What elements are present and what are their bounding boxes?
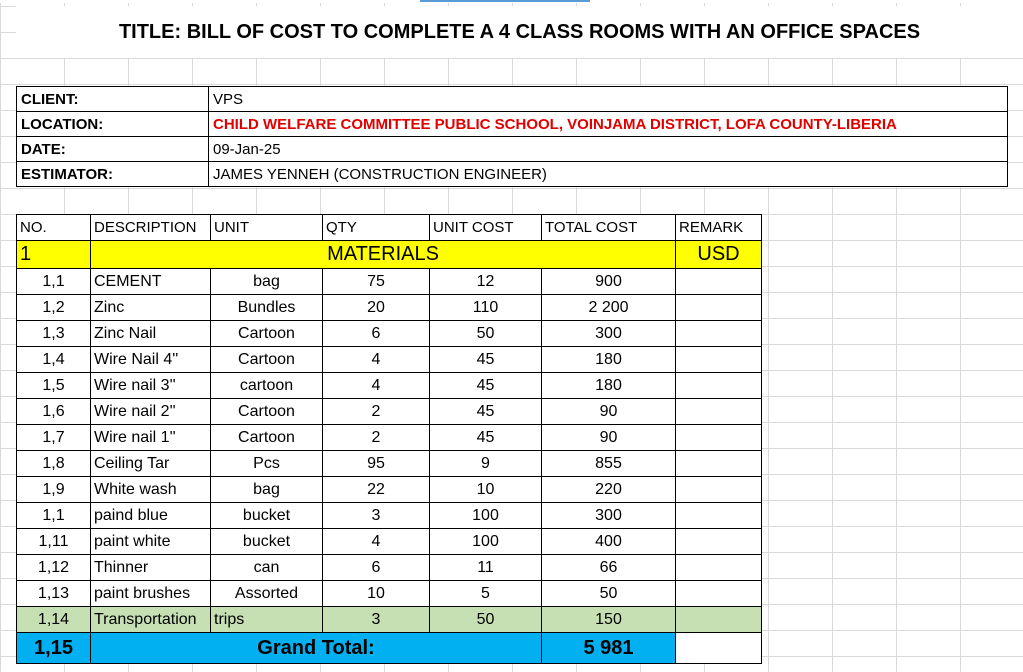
item-remark[interactable] [676, 321, 762, 347]
item-no[interactable]: 1,2 [17, 295, 91, 321]
transport-unit[interactable]: trips [211, 607, 323, 633]
selection-mark [420, 0, 590, 2]
item-total-cost[interactable]: 400 [542, 529, 676, 555]
item-description[interactable]: Wire nail 3'' [91, 373, 211, 399]
section-row [17, 241, 762, 269]
item-unit[interactable]: cartoon [211, 373, 323, 399]
top-strip [0, 0, 1023, 3]
item-description[interactable]: paint white [91, 529, 211, 555]
item-unit-cost[interactable]: 12 [430, 269, 542, 295]
table-row [17, 555, 762, 581]
estimator-row [17, 162, 1008, 187]
item-qty[interactable]: 75 [323, 269, 430, 295]
item-total-cost[interactable]: 90 [542, 425, 676, 451]
bill-table [16, 214, 762, 664]
item-description[interactable]: Zinc [91, 295, 211, 321]
item-no[interactable]: 1,4 [17, 347, 91, 373]
item-qty[interactable]: 4 [323, 347, 430, 373]
item-no[interactable]: 1,7 [17, 425, 91, 451]
item-no[interactable]: 1,8 [17, 451, 91, 477]
table-row [17, 295, 762, 321]
item-unit-cost[interactable]: 100 [430, 503, 542, 529]
grand-total-value[interactable]: 5 981 [542, 633, 676, 664]
client-label[interactable]: CLIENT: [17, 87, 209, 112]
item-qty[interactable]: 3 [323, 503, 430, 529]
item-description[interactable]: Thinner [91, 555, 211, 581]
item-total-cost[interactable]: 855 [542, 451, 676, 477]
section-currency[interactable]: USD [676, 241, 762, 269]
item-unit[interactable]: Cartoon [211, 399, 323, 425]
items-body [17, 269, 762, 607]
date-row [17, 137, 1008, 162]
item-no[interactable]: 1,12 [17, 555, 91, 581]
item-unit-cost[interactable]: 10 [430, 477, 542, 503]
client-row [17, 87, 1008, 112]
location-value[interactable]: CHILD WELFARE COMMITTEE PUBLIC SCHOOL, VOINJAMA DISTRICT, LOFA COUNTY-LIBERIA [209, 112, 1008, 137]
item-qty[interactable]: 4 [323, 373, 430, 399]
item-remark[interactable] [676, 477, 762, 503]
item-unit-cost[interactable]: 9 [430, 451, 542, 477]
item-total-cost[interactable]: 220 [542, 477, 676, 503]
header-description[interactable]: DESCRIPTION [91, 215, 211, 241]
item-qty[interactable]: 2 [323, 425, 430, 451]
item-description[interactable]: CEMENT [91, 269, 211, 295]
item-total-cost[interactable]: 180 [542, 347, 676, 373]
item-total-cost[interactable]: 66 [542, 555, 676, 581]
header-row [17, 215, 762, 241]
item-unit-cost[interactable]: 11 [430, 555, 542, 581]
item-unit[interactable]: Cartoon [211, 347, 323, 373]
table-row [17, 321, 762, 347]
section-name[interactable]: MATERIALS [91, 241, 676, 269]
table-row [17, 581, 762, 607]
item-remark[interactable] [676, 581, 762, 607]
item-unit[interactable]: Cartoon [211, 321, 323, 347]
date-value[interactable]: 09-Jan-25 [209, 137, 1008, 162]
table-row [17, 269, 762, 295]
item-unit-cost[interactable]: 45 [430, 373, 542, 399]
item-unit[interactable]: Pcs [211, 451, 323, 477]
item-qty[interactable]: 6 [323, 555, 430, 581]
item-no[interactable]: 1,13 [17, 581, 91, 607]
header-unit-cost[interactable]: UNIT COST [430, 215, 542, 241]
item-unit-cost[interactable]: 45 [430, 425, 542, 451]
table-row [17, 503, 762, 529]
grand-total-no[interactable]: 1,15 [17, 633, 91, 664]
item-no[interactable]: 1,3 [17, 321, 91, 347]
item-description[interactable]: Wire nail 2'' [91, 399, 211, 425]
item-qty[interactable]: 2 [323, 399, 430, 425]
item-unit-cost[interactable]: 45 [430, 399, 542, 425]
item-qty[interactable]: 6 [323, 321, 430, 347]
item-unit-cost[interactable]: 5 [430, 581, 542, 607]
table-row [17, 529, 762, 555]
transport-unit-cost[interactable]: 50 [430, 607, 542, 633]
date-label[interactable]: DATE: [17, 137, 209, 162]
item-qty[interactable]: 20 [323, 295, 430, 321]
item-description[interactable]: Zinc Nail [91, 321, 211, 347]
header-remark[interactable]: REMARK [676, 215, 762, 241]
table-row [17, 451, 762, 477]
estimator-value[interactable]: JAMES YENNEH (CONSTRUCTION ENGINEER) [209, 162, 1008, 187]
table-row [17, 477, 762, 503]
item-remark[interactable] [676, 347, 762, 373]
item-no[interactable]: 1,9 [17, 477, 91, 503]
transport-row [17, 607, 762, 633]
item-remark[interactable] [676, 399, 762, 425]
item-no[interactable]: 1,5 [17, 373, 91, 399]
header-no[interactable]: NO. [17, 215, 91, 241]
item-no[interactable]: 1,1 [17, 269, 91, 295]
item-remark[interactable] [676, 295, 762, 321]
item-qty[interactable]: 22 [323, 477, 430, 503]
item-unit-cost[interactable]: 50 [430, 321, 542, 347]
location-label[interactable]: LOCATION: [17, 112, 209, 137]
item-unit-cost[interactable]: 100 [430, 529, 542, 555]
item-unit[interactable]: bucket [211, 529, 323, 555]
table-row [17, 373, 762, 399]
grand-total-label[interactable]: Grand Total: [91, 633, 542, 664]
item-description[interactable]: Wire Nail 4'' [91, 347, 211, 373]
item-total-cost[interactable]: 2 200 [542, 295, 676, 321]
info-table [16, 86, 1008, 187]
item-unit[interactable]: can [211, 555, 323, 581]
item-description[interactable]: paind blue [91, 503, 211, 529]
transport-remark[interactable] [676, 607, 762, 633]
item-unit[interactable]: Cartoon [211, 425, 323, 451]
grand-total-row [17, 633, 762, 664]
transport-total-cost[interactable]: 150 [542, 607, 676, 633]
item-qty[interactable]: 10 [323, 581, 430, 607]
item-description[interactable]: paint brushes [91, 581, 211, 607]
item-no[interactable]: 1,6 [17, 399, 91, 425]
section-no[interactable]: 1 [17, 241, 91, 269]
item-unit[interactable]: bag [211, 269, 323, 295]
item-description[interactable]: Wire nail 1'' [91, 425, 211, 451]
item-remark[interactable] [676, 269, 762, 295]
transport-qty[interactable]: 3 [323, 607, 430, 633]
item-no[interactable]: 1,11 [17, 529, 91, 555]
transport-no[interactable]: 1,14 [17, 607, 91, 633]
table-row [17, 347, 762, 373]
item-unit[interactable]: bag [211, 477, 323, 503]
item-no[interactable]: 1,1 [17, 503, 91, 529]
item-total-cost[interactable]: 900 [542, 269, 676, 295]
item-remark[interactable] [676, 529, 762, 555]
item-total-cost[interactable]: 300 [542, 321, 676, 347]
item-qty[interactable]: 4 [323, 529, 430, 555]
item-qty[interactable]: 95 [323, 451, 430, 477]
item-remark[interactable] [676, 451, 762, 477]
item-total-cost[interactable]: 180 [542, 373, 676, 399]
header-total-cost[interactable]: TOTAL COST [542, 215, 676, 241]
item-unit[interactable]: Assorted [211, 581, 323, 607]
header-qty[interactable]: QTY [323, 215, 430, 241]
item-description[interactable]: White wash [91, 477, 211, 503]
estimator-label[interactable]: ESTIMATOR: [17, 162, 209, 187]
table-row [17, 399, 762, 425]
item-remark[interactable] [676, 373, 762, 399]
item-total-cost[interactable]: 300 [542, 503, 676, 529]
item-remark[interactable] [676, 425, 762, 451]
client-value[interactable]: VPS [209, 87, 1008, 112]
item-unit[interactable]: Bundles [211, 295, 323, 321]
item-total-cost[interactable]: 90 [542, 399, 676, 425]
item-description[interactable]: Ceiling Tar [91, 451, 211, 477]
item-unit-cost[interactable]: 110 [430, 295, 542, 321]
grand-total-remark[interactable] [676, 633, 762, 664]
item-unit[interactable]: bucket [211, 503, 323, 529]
item-total-cost[interactable]: 50 [542, 581, 676, 607]
header-unit[interactable]: UNIT [211, 215, 323, 241]
item-remark[interactable] [676, 555, 762, 581]
item-remark[interactable] [676, 503, 762, 529]
page-title: TITLE: BILL OF COST TO COMPLETE A 4 CLASS ROOMS WITH AN OFFICE SPACES [16, 6, 1023, 58]
location-row [17, 112, 1008, 137]
table-row [17, 425, 762, 451]
item-unit-cost[interactable]: 45 [430, 347, 542, 373]
transport-description[interactable]: Transportation [91, 607, 211, 633]
